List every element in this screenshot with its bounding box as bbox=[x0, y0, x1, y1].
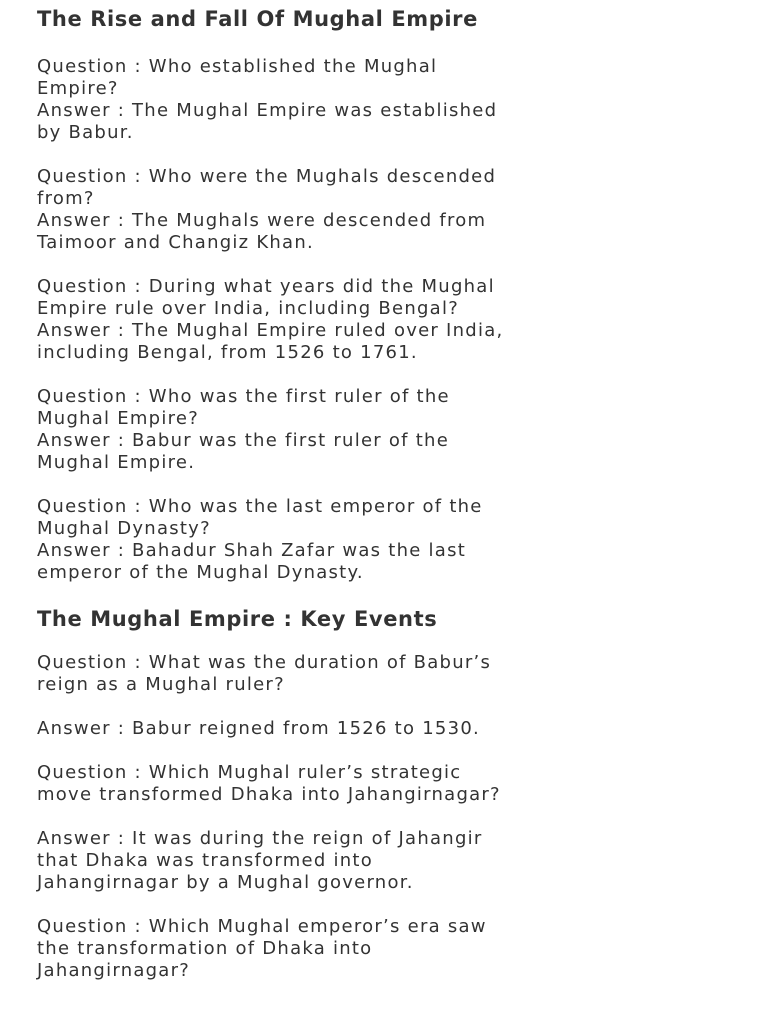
question-line: Question : Who was the last emperor of the bbox=[37, 496, 483, 517]
question-line: Question : Who established the Mughal bbox=[37, 56, 438, 77]
qa-block bbox=[37, 276, 503, 364]
question-line: the transformation of Dhaka into bbox=[37, 938, 373, 959]
question-line: reign as a Mughal ruler? bbox=[37, 674, 285, 695]
qa-block bbox=[37, 652, 503, 696]
answer-line: Answer : The Mughal Empire was established bbox=[37, 100, 498, 121]
question-line: Jahangirnagar? bbox=[37, 960, 191, 981]
page-title: The Rise and Fall Of Mughal Empire bbox=[37, 7, 478, 31]
answer-line: Answer : The Mughals were descended from bbox=[37, 210, 487, 231]
qa-block bbox=[37, 166, 503, 254]
answer-line: Answer : It was during the reign of Jahangir bbox=[37, 828, 483, 849]
question-line: Question : Who were the Mughals descended bbox=[37, 166, 497, 187]
question-line: Question : During what years did the Mughal bbox=[37, 276, 495, 297]
question-line: Mughal Empire? bbox=[37, 408, 199, 429]
question-line: from? bbox=[37, 188, 95, 209]
qa-block bbox=[37, 56, 503, 144]
answer-line: by Babur. bbox=[37, 122, 134, 143]
qa-block bbox=[37, 496, 503, 584]
qa-block bbox=[37, 386, 503, 474]
answer-line: Answer : Babur was the first ruler of the bbox=[37, 430, 450, 451]
question-line: move transformed Dhaka into Jahangirnagar? bbox=[37, 784, 501, 805]
qa-block bbox=[37, 916, 503, 982]
answer-line: that Dhaka was transformed into bbox=[37, 850, 373, 871]
question-line: Empire? bbox=[37, 78, 119, 99]
section-rise-and-fall bbox=[37, 56, 503, 982]
question-line: Question : Which Mughal ruler’s strategic bbox=[37, 762, 462, 783]
section-heading: The Mughal Empire : Key Events bbox=[37, 607, 438, 631]
qa-block bbox=[37, 718, 503, 740]
answer-line: Taimoor and Changiz Khan. bbox=[37, 232, 314, 253]
answer-line: Jahangirnagar by a Mughal governor. bbox=[37, 872, 414, 893]
answer-line: Mughal Empire. bbox=[37, 452, 196, 473]
question-line: Mughal Dynasty? bbox=[37, 518, 211, 539]
qa-block bbox=[37, 828, 503, 894]
answer-line: including Bengal, from 1526 to 1761. bbox=[37, 342, 418, 363]
question-line: Question : Which Mughal emperor’s era saw bbox=[37, 916, 487, 937]
question-line: Question : Who was the first ruler of the bbox=[37, 386, 450, 407]
question-line: Empire rule over India, including Bengal? bbox=[37, 298, 460, 319]
answer-line: Answer : Bahadur Shah Zafar was the last bbox=[37, 540, 467, 561]
answer-line: emperor of the Mughal Dynasty. bbox=[37, 562, 364, 583]
answer-line: Answer : The Mughal Empire ruled over India, bbox=[37, 320, 504, 341]
question-line: Question : What was the duration of Babur’s bbox=[37, 652, 492, 673]
answer-line: Answer : Babur reigned from 1526 to 1530. bbox=[37, 718, 480, 739]
qa-block bbox=[37, 762, 503, 806]
